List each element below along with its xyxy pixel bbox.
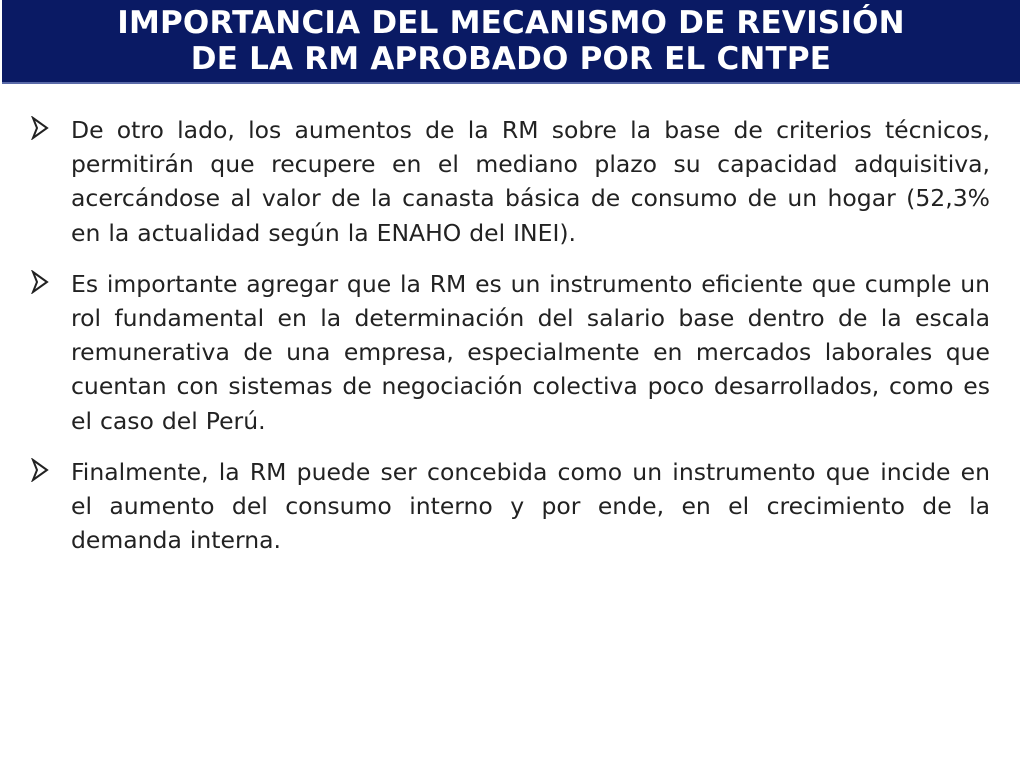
slide-title-line-2: DE LA RM APROBADO POR EL CNTPE [190,41,832,77]
bullet-text: De otro lado, los aumentos de la RM sobre la base de criterios técnicos, permitirán que recupere en el mediano plazo su capacidad adquisitiva, acercándose al valor de la canasta básica de consumo de un hogar (52,3% en la actualidad según la ENAHO del INEI). [71,116,990,247]
title-bar [2,0,1020,84]
bullet-text: Finalmente, la RM puede ser concebida como un instrumento que incide en el aumento del consumo interno y por ende, en el crecimiento de la demanda interna. [71,457,990,555]
arrowhead-bullet-icon [30,458,50,482]
slide-title [2,0,1020,77]
slide-title-line-1: IMPORTANCIA DEL MECANISMO DE REVISIÓN [117,5,905,41]
arrowhead-bullet-icon [30,116,50,140]
bullet-item [30,113,990,250]
arrowhead-bullet-icon [30,270,50,294]
bullet-text: Es importante agregar que la RM es un instrumento eficiente que cumple un rol fundamental en la determinación del salario base dentro de la escala remunerativa de una empresa, especialmente en mercados laborales que cuentan con sistemas de negociación colectiva poco desarrollados, como es el caso del Perú. [71,269,990,435]
bullet-item [30,455,990,558]
bullet-item [30,267,990,438]
bullet-list [30,113,990,574]
